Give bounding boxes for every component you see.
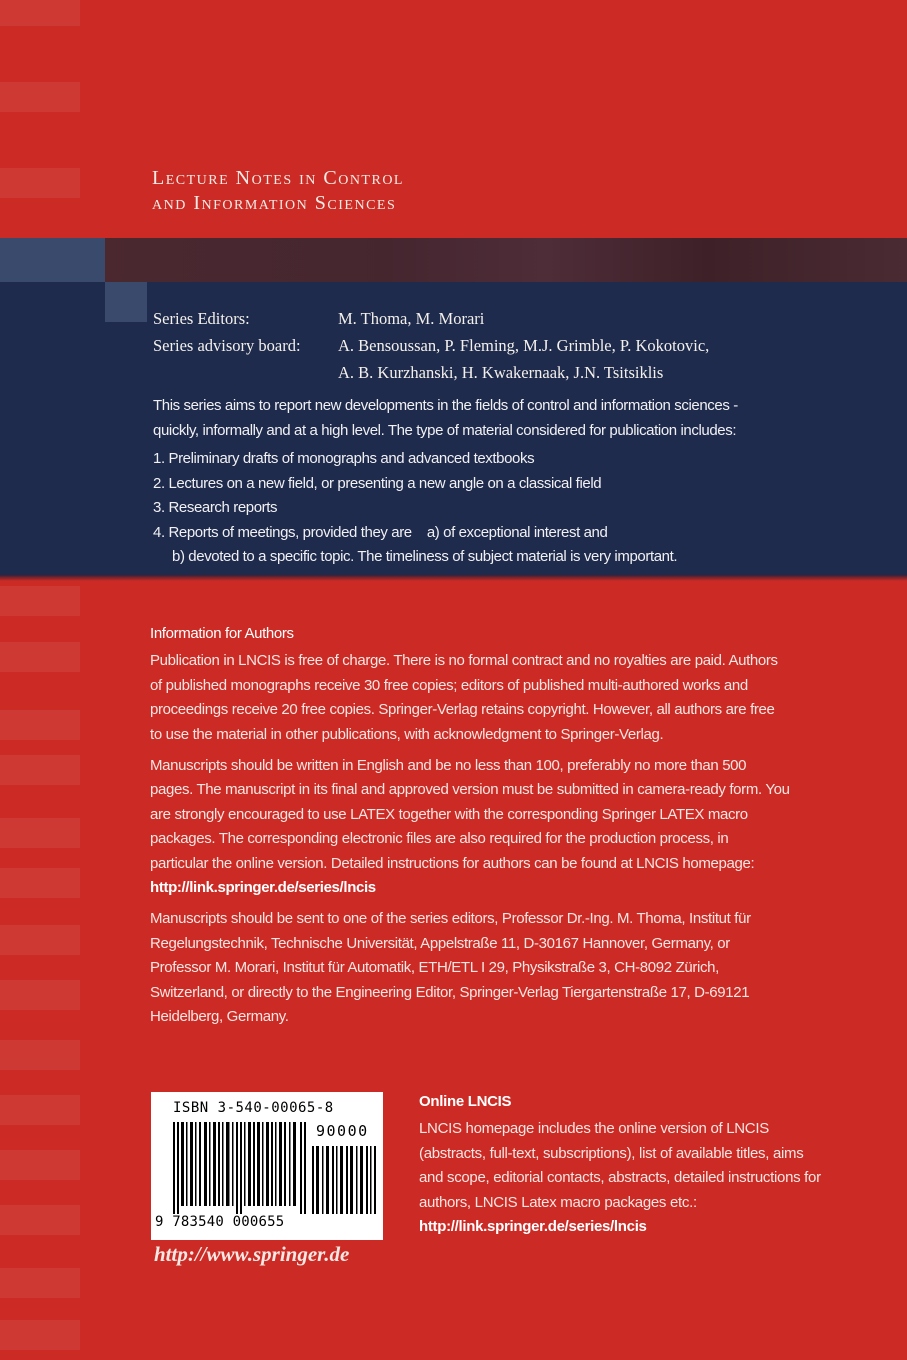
barcode-addon-icon [312, 1146, 376, 1214]
series-title-line1: Lecture Notes in Control [152, 167, 404, 189]
online-heading: Online LNCIS [419, 1093, 512, 1110]
barcode-main-icon [173, 1122, 306, 1214]
decor-band [105, 238, 907, 282]
series-editors-label: Series Editors: [153, 309, 250, 328]
authors-info [150, 622, 790, 1037]
decor-block [0, 238, 105, 282]
aims-item: 3. Research reports [153, 499, 278, 516]
decor-stripe [0, 1095, 80, 1125]
aims-item: 1. Preliminary drafts of monographs and advanced textbooks [153, 450, 535, 467]
aims-item-continuation: b) devoted to a specific topic. The timeliness of subject material is very important. [172, 548, 678, 565]
decor-block [105, 282, 147, 322]
decor-stripe [0, 868, 80, 898]
barcode-ean-number: 9 783540 000655 [155, 1214, 285, 1230]
decor-stripe [0, 1150, 80, 1180]
advisory-board-label: Series advisory board: [153, 336, 301, 355]
authors-heading: Information for Authors [150, 625, 294, 642]
decor-shadow [0, 575, 907, 581]
editors-block [153, 305, 709, 386]
decor-stripe [0, 1205, 80, 1235]
aims-intro [153, 394, 813, 443]
decor-stripe [0, 710, 80, 740]
aims-item: 4. Reports of meetings, provided they are a) of exceptional interest and [153, 523, 608, 541]
decor-stripe [0, 818, 80, 848]
decor-stripe [0, 925, 80, 955]
series-title [152, 166, 404, 216]
online-lncis-link[interactable]: http://link.springer.de/series/lncis [419, 1218, 647, 1236]
barcode-addon-number: 90000 [316, 1122, 369, 1140]
decor-stripe [0, 82, 80, 112]
online-lncis [419, 1090, 829, 1239]
series-editors-value: M. Thoma, M. Morari [338, 309, 485, 328]
decor-stripe [0, 1040, 80, 1070]
publisher-url-link[interactable]: http://www.springer.de [154, 1242, 350, 1266]
decor-stripe [0, 1268, 80, 1298]
online-text: LNCIS homepage includes the online version of LNCIS (abstracts, full-text, subscriptions), list of available titles, aims and scope, editorial contacts, abstracts, detailed instructions for authors, LNCIS Latex macro packages etc.: [419, 1120, 821, 1211]
advisory-board-line1: A. Bensoussan, P. Fleming, M.J. Grimble, P. Kokotovic, [338, 336, 710, 355]
aims-item: 2. Lectures on a new field, or presenting a new angle on a classical field [153, 474, 602, 492]
lncis-homepage-link[interactable]: http://link.springer.de/series/lncis [150, 879, 376, 897]
isbn-barcode [151, 1092, 383, 1240]
authors-para-3: Manuscripts should be sent to one of the series editors, Professor Dr.-Ing. M. Thoma, Institut für Regelungstechnik, Technische Universität, Appelstraße 11, D-30167 Hannover, Germany, or Professor M. Morari, Institut für Automatik, ETH/ETL I 29, Physikstraße 3, CH-8092 Zürich, Switzerland, or directly to the Engineering Editor, Springer-Verlag Tiergartenstraße 17, D-69121 Heidelberg, Germany. [150, 910, 751, 1026]
authors-para-2: Manuscripts should be written in English and be no less than 100, preferably no more than 500 pages. The manuscript in its final and approved version must be submitted in camera-ready form. You are strongly encouraged to use LATEX together with the corresponding Springer LATEX macro packages. The corresponding electronic files are also required for the production process, in particular the online version. Detailed instructions for authors can be found at LNCIS homepage: http://link.springer.de/series/lncis [150, 757, 790, 897]
decor-stripe [0, 586, 80, 616]
decor-stripe [0, 755, 80, 785]
isbn-number: ISBN 3-540-00065-8 [173, 1100, 334, 1116]
series-aims [153, 394, 813, 570]
authors-para-1: Publication in LNCIS is free of charge. There is no formal contract and no royalties are paid. Authors of published monographs receive 30 free copies; editors of published multi-authored works and proceedings receive 20 free copies. Springer-Verlag retains copyright. However, all authors are free to use the material in other publications, with acknowledgment to Springer-Verlag. [150, 652, 778, 743]
decor-stripe [0, 1320, 80, 1350]
aims-intro-line1: This series aims to report new developments in the fields of control and information sciences - [153, 397, 738, 414]
decor-stripe [0, 642, 80, 672]
advisory-board-line2: A. B. Kurzhanski, H. Kwakernaak, J.N. Tsitsiklis [338, 363, 664, 382]
decor-stripe [0, 980, 80, 1010]
series-title-line2: and Information Sciences [152, 192, 397, 214]
decor-stripe [0, 168, 80, 198]
aims-intro-line2: quickly, informally and at a high level. The type of material considered for publication includes: [153, 421, 737, 439]
decor-stripe [0, 0, 80, 26]
